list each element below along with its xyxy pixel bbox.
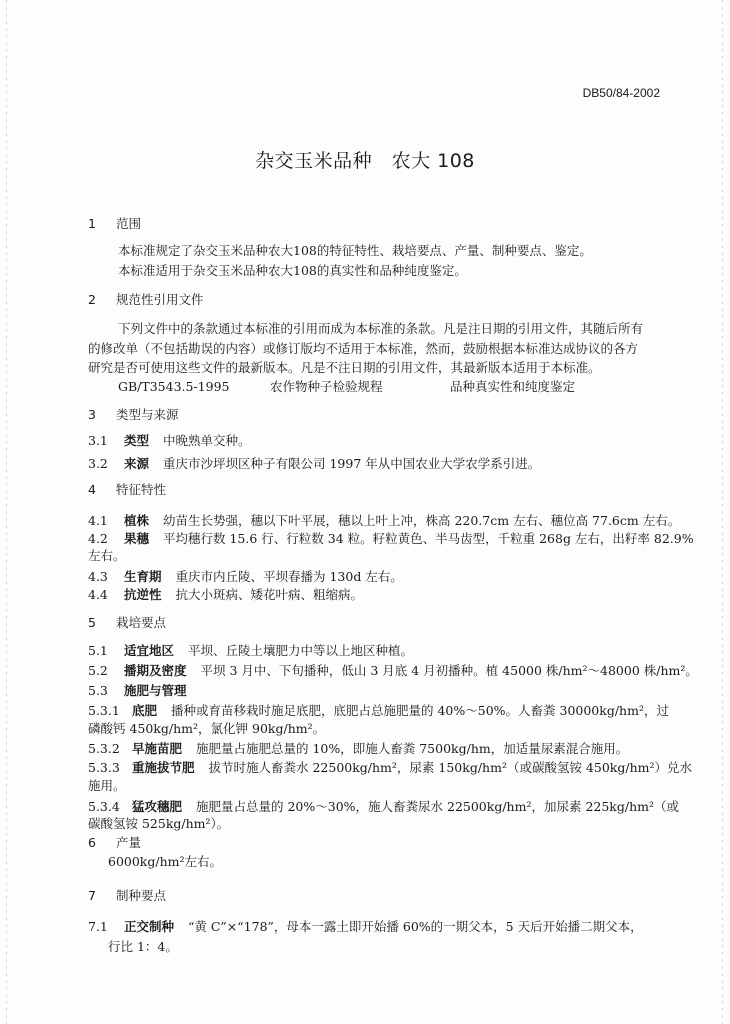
clause-4-2: 4.2 果穗 平均穗行数 15.6 行、行粒数 34 粒。籽粒黄色、半马齿型，千粒重 268g 左右，出籽率 82.9% — [88, 531, 694, 546]
document-number: DB50/84-2002 — [582, 86, 660, 100]
section-1-heading: 1 范围 — [88, 216, 141, 231]
section-2-text-line-1: 下列文件中的条款通过本标准的引用而成为本标准的条款。凡是注日期的引用文件，其随后所有 — [118, 321, 644, 336]
section-6-text: 6000kg/hm²左右。 — [108, 854, 223, 869]
clause-5-3-2: 5.3.2 早施苗肥 施肥量占施肥总量的 10%，即施人畜粪 7500kg/hm，加适量尿素混合施用。 — [88, 741, 629, 756]
section-2-heading: 2 规范性引用文件 — [88, 292, 204, 307]
section-2-text-line-2: 的修改单（不包括勘误的内容）或修订版均不适用于本标准，然而，鼓励根据本标准达成协议的各方 — [88, 341, 639, 356]
section-3-heading: 3 类型与来源 — [88, 407, 179, 422]
clause-3-1: 3.1 类型 中晚熟单交种。 — [88, 433, 251, 448]
clause-5-3-4-continued: 碳酸氢铵 525kg/hm²）。 — [88, 816, 230, 831]
clause-5-1: 5.1 适宜地区 平坝、丘陵土壤肥力中等以上地区种植。 — [88, 643, 413, 658]
reference-subtitle: 品种真实性和纯度鉴定 — [450, 379, 576, 394]
section-2-text-line-3: 研究是否可使用这些文件的最新版本。凡是不注日期的引用文件，其最新版本适用于本标准。 — [88, 360, 601, 375]
clause-3-2: 3.2 来源 重庆市沙坪坝区种子有限公司 1997 年从中国农业大学农学系引进。 — [88, 456, 541, 471]
section-4-heading: 4 特征特性 — [88, 482, 166, 497]
clause-4-2-continued: 左右。 — [88, 548, 126, 563]
clause-5-3-1-continued: 磷酸钙 450kg/hm²，氯化钾 90kg/hm²。 — [88, 721, 326, 736]
section-1-paragraph-1: 本标准规定了杂交玉米品种农大108的特征特性、栽培要点、产量、制种要点、鉴定。 — [118, 243, 592, 258]
clause-5-3-3: 5.3.3 重施拔节肥 拔节时施人畜粪水 22500kg/hm²，尿素 150kg/hm²（或碳酸氢铵 450kg/hm²）兑水 — [88, 760, 692, 775]
clause-4-4: 4.4 抗逆性 抗大小斑病、矮花叶病、粗缩病。 — [88, 587, 363, 602]
section-6-heading: 6 产量 — [88, 835, 141, 850]
clause-5-3-4: 5.3.4 猛攻穗肥 施肥量占总量的 20%～30%，施人畜粪尿水 22500kg/hm²，加尿素 225kg/hm²（或 — [88, 799, 679, 814]
clause-4-3: 4.3 生育期 重庆市内丘陵、平坝春播为 130d 左右。 — [88, 569, 403, 584]
clause-7-1-continued: 行比 1：4。 — [108, 939, 178, 954]
clause-4-1: 4.1 植株 幼苗生长势强，穗以下叶平展，穗以上叶上冲，株高 220.7cm 左右、穗位高 77.6cm 左右。 — [88, 513, 681, 528]
clause-5-3-1: 5.3.1 底肥 播种或育苗移栽时施足底肥，底肥占总施肥量的 40%～50%。人畜粪 30000kg/hm²，过 — [88, 703, 669, 718]
reference-title: 农作物种子检验规程 — [270, 379, 383, 394]
clause-5-3-3-continued: 施用。 — [88, 778, 126, 793]
document-title: 杂交玉米品种 农大 108 — [255, 150, 475, 172]
section-5-heading: 5 栽培要点 — [88, 615, 166, 630]
clause-7-1: 7.1 正交制种 “黄 C”×“178”，母本一露土即开始播 60%的一期父本，5 天后开始播二期父本， — [88, 919, 643, 934]
reference-code: GB/T3543.5-1995 — [118, 379, 230, 394]
section-7-heading: 7 制种要点 — [88, 888, 166, 903]
clause-5-2: 5.2 播期及密度 平坝 3 月中、下旬播种，低山 3 月底 4 月初播种。植 45000 株/hm²～48000 株/hm²。 — [88, 663, 698, 678]
section-1-paragraph-2: 本标准适用于杂交玉米品种农大108的真实性和品种纯度鉴定。 — [118, 263, 467, 278]
clause-5-3: 5.3 施肥与管理 — [88, 683, 187, 698]
